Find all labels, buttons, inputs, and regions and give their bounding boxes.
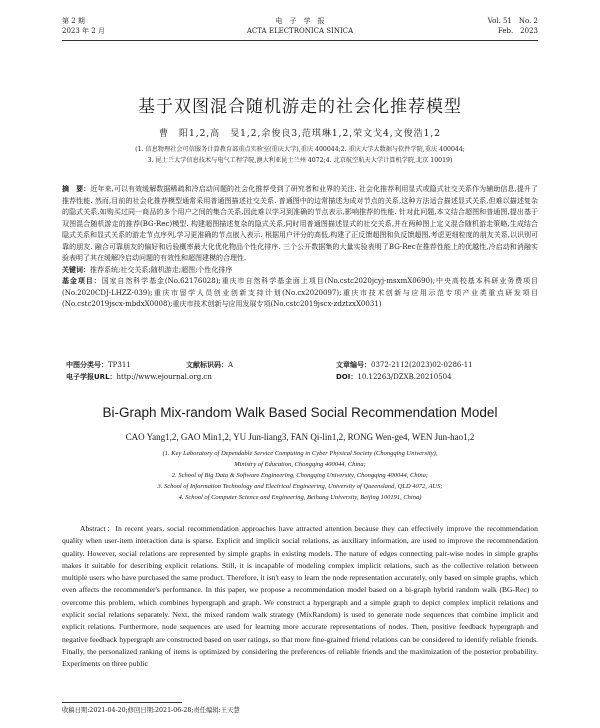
running-header bbox=[62, 16, 538, 44]
fund-zh-label: 基金项目： bbox=[62, 277, 102, 285]
doi-field bbox=[336, 372, 452, 383]
journal-name-zh: 电 子 学 报 bbox=[275, 17, 325, 25]
paper-title-en: Bi-Graph Mix-random Walk Based Social Recommendation Model bbox=[102, 405, 498, 420]
volume-number: Vol. 51 No. 2 bbox=[487, 17, 538, 25]
header-rule bbox=[62, 40, 538, 41]
abstract-en-label: Abstract： bbox=[80, 524, 116, 533]
affiliation-en-2: Ministry of Education, Chongqing 400044, China; bbox=[234, 461, 366, 468]
keywords-zh-label: 关键词： bbox=[62, 265, 90, 274]
doc-code-field bbox=[186, 360, 233, 371]
clc-label: 中图分类号： bbox=[66, 361, 108, 369]
journal-name-en: ACTA ELECTRONICA SINICA bbox=[246, 27, 354, 35]
paper-title-zh: 基于双图混合随机游走的社会化推荐模型 bbox=[138, 97, 462, 117]
author-list-zh: 曹 阳1,2,高 旻1,2,余俊良3,范琪琳1,2,荣文戈4,文俊浩1,2 bbox=[158, 129, 441, 139]
volume-date: Feb. 2023 bbox=[497, 27, 538, 35]
abstract-en bbox=[62, 523, 538, 671]
affiliation-en-1: (1. Key Laboratory of Dependable Service Computing in Cyber Physical Society (Chongqing University), bbox=[162, 450, 438, 457]
affiliation-zh-2: 3. 昆士兰大学信息技术与电气工程学院,澳大利亚昆士兰州 4072;4. 北京航空航天大学计算机学院,北京 10019) bbox=[147, 157, 453, 164]
keywords-zh bbox=[62, 265, 538, 277]
keywords-zh-text: 推荐系统;社交关系;随机游走;超图;个性化排序 bbox=[90, 265, 233, 274]
footnote-rule bbox=[62, 702, 182, 703]
url-field bbox=[66, 372, 212, 383]
doc-code-label: 文献标识码： bbox=[186, 361, 228, 369]
abstract-zh-block bbox=[62, 184, 538, 311]
journal-name bbox=[62, 16, 538, 36]
author-list-en: CAO Yang1,2, GAO Min1,2, YU Jun-liang3, FAN Qi-lin1,2, RONG Wen-ge4, WEN Jun-hao1,2 bbox=[125, 432, 475, 442]
footnote-dates: 收稿日期:2021-04-20;修回日期:2021-06-28;责任编辑:王天慧 bbox=[62, 707, 240, 714]
affiliation-en-3: 2. School of Big Data & Software Engineering, Chongqing University, Chongqing 400044, China; bbox=[171, 472, 429, 479]
abstract-zh-label: 摘 要： bbox=[62, 185, 91, 193]
abstract-zh bbox=[62, 184, 538, 265]
journal-url[interactable]: http://www.ejournal.org.cn bbox=[116, 373, 212, 381]
affiliation-en-5: 4. School of Computer Science and Engineering, Beihang University, Beijing 100191, China) bbox=[178, 494, 422, 501]
fund-zh bbox=[62, 276, 538, 311]
abstract-zh-text: 近年来,可以有效缓解数据稀疏和冷启动问题的社会化推荐受到了研究者和业界的关注. 社会化推荐利用显式或隐式社交关系作为辅助信息,提升了推荐性能. 然而,目前的社会化推荐模型通常采用普通图描述社交关系. 普通图中的边常描述为成对节点的关系,这种方法适合描述显式关系,但难以描述复杂的隐式关系,如购买过同一商品的多个用户之间的集合关系,因此难以学习到准确的节点表示,影响推荐的性能. 针对此问题,本文结合超图和普通图,提出基于双图混合随机游走的推荐(BG-Rec)模型. 构建超图描述复杂的隐式关系,同时用普通图描述显式的社交关系,并在两种图上定义混合随机游走策略,生成结合隐式关系和显式关系的游走节点序列,学习更准确的节点嵌入表示. 根据用户评分的高低,构建了正反馈超图和负反馈超图,考虑更细粒度的朋友关系,以识别可靠的朋友. 融合可靠朋友的偏好和后验概率最大化优化物品个性化排序. 三个公开数据集的大量实验表明了BG-Rec在推荐性能上的优越性,冷启动和消融实验表明了其在缓解冷启动问题的有效性和超图建模的合理性. bbox=[62, 185, 539, 262]
article-number-label: 文章编号： bbox=[336, 361, 371, 369]
volume-info bbox=[488, 16, 538, 36]
doi-value[interactable]: 10.12263/DZXB.20210504 bbox=[357, 373, 452, 381]
issue-number: 第 2 期 bbox=[62, 17, 85, 25]
url-label: 电子学报URL： bbox=[66, 373, 117, 381]
affiliation-zh-1: (1. 信息物理社会可信服务计算教育部重点实验室(重庆大学),重庆 400044;2. 重庆大学大数据与软件学院,重庆 400044; bbox=[135, 146, 465, 153]
clc-value: TP311 bbox=[108, 361, 131, 369]
doc-code-value: A bbox=[228, 361, 234, 369]
article-number-value: 0372-2112(2023)02-0286-11 bbox=[371, 361, 473, 369]
clc-field bbox=[66, 360, 131, 371]
fund-zh-text: 国家自然科学基金(No.62176028);重庆市自然科学基金面上项目(No.cstc2020jcyj-msxmX0690);中央高校基本科研业务费项目(No.2020CDJ-LHZZ-039);重庆市留学人员创业创新支持计划(No.cx2020097);重庆市技术创新与应用示范专项产业类重点研发项目(No.cstc2019jscx-mbdxX0008);重庆市技术创新与应用发展专项(No.cstc2019jscx-zdztzxX0031) bbox=[62, 277, 539, 308]
affiliation-en-4: 3. School of Information Technology and Electrical Engineering, University of Queensland, QLD 4072, AUS; bbox=[157, 483, 443, 490]
article-number-field bbox=[336, 360, 473, 371]
doi-label: DOI： bbox=[336, 373, 358, 381]
issue-date: 2023 年 2 月 bbox=[62, 27, 105, 35]
abstract-en-text: In recent years, social recommendation approaches have attracted attention because they can effectively improve the recommendation quality when user-item interaction data is sparse. Explicit and implicit social relations, as auxiliary information, are used to improve the recommendation quality. However, social relations are represented by simple graphs in existing models. The nature of edges connecting pair-wise nodes in simple graphs makes it suitable for describing explicit relations. Still, it is incapable of modeling complex implicit relations, such as the collective relation between multiple users who have purchased the same product. Therefore, it isn't easy to learn the node representation accurately, only based on simple graphs, which even affects the recommender's performance. In this paper, we propose a recommendation model based on a bi-graph hybrid random walk (BG-Rec) to overcome this problem, which combines hypergraph and graph. We construct a hypergraph and a simple graph to depict complex implicit relations and explicit social relations separately. Next, the mixed random walk strategy (MixRandom) is used to generate node sequences that combine implicit and explicit relations. Furthermore, node sequences are used for learning more accurate representations of nodes. Then, positive feedback hypergraph and negative feedback hypergraph are constructed based on user ratings, so that more fine-grained friend relations can be considered to identify reliable friends. Finally, the personalized ranking of items is optimized by considering the preferences of reliable friends and the maximization of the posterior probability. Experiments on three public bbox=[62, 524, 538, 669]
